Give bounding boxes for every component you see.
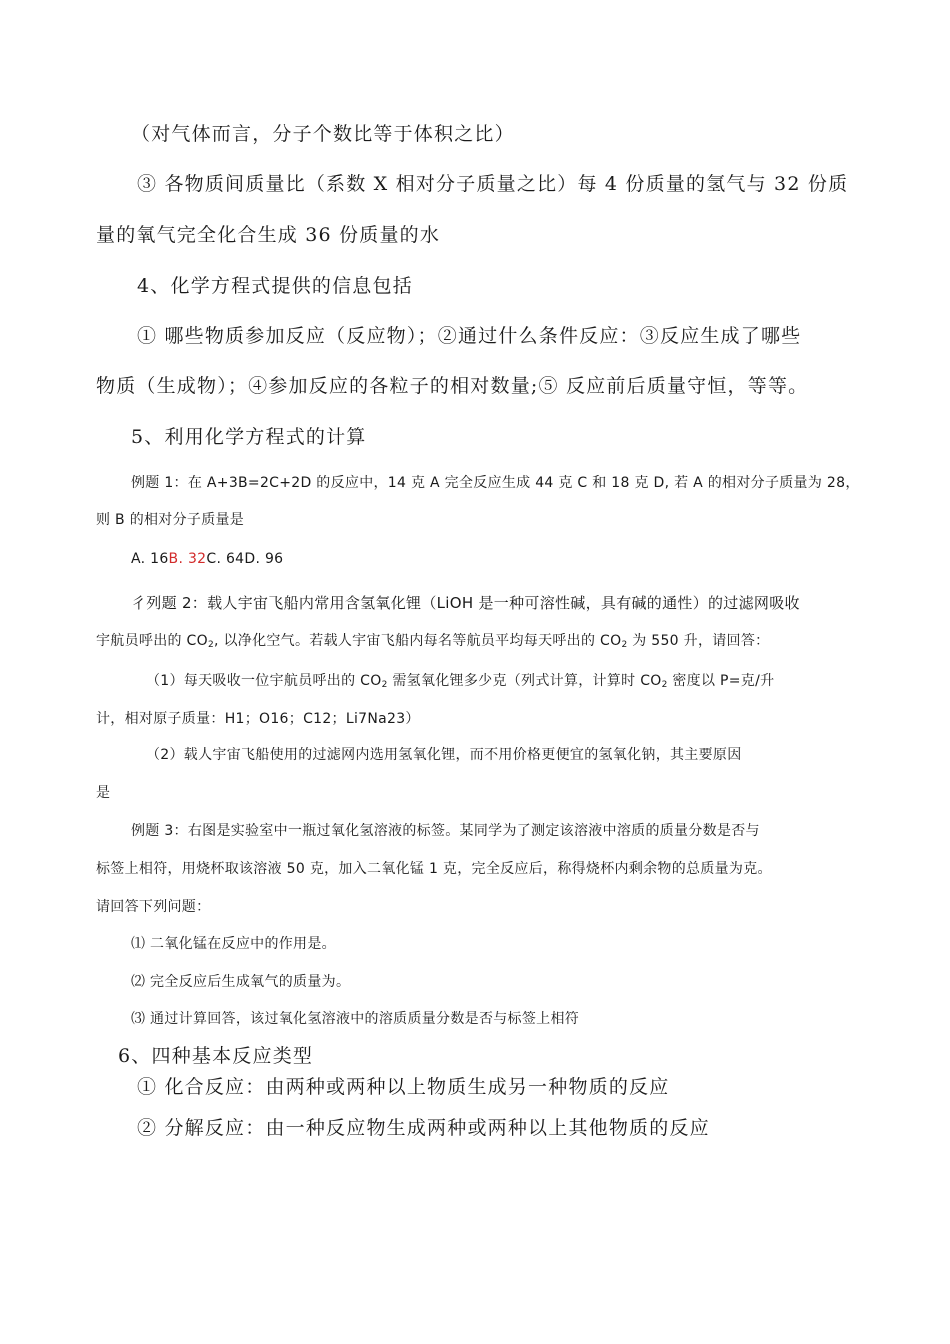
option-b-highlighted: B. 32	[168, 551, 207, 567]
section-heading: 4、化学方程式提供的信息包括	[137, 275, 413, 297]
question-text: （2）载人宇宙飞船使用的过滤网内选用氢氧化锂，而不用价格更便宜的氢氧化钠，其主要原因	[146, 747, 742, 763]
example-text	[96, 634, 769, 650]
subscript: 2	[381, 680, 388, 690]
text-fragment: 密度以 P=克/升	[667, 673, 775, 689]
question-text: ⑵ 完全反应后生成氧气的质量为。	[131, 974, 351, 990]
text-fragment: 为 550 升，请回答：	[627, 633, 770, 649]
text-fragment: 宇航员呼出的 CO	[96, 633, 208, 649]
question-text: 是	[96, 785, 111, 801]
text-line: 物质（生成物）；④参加反应的各粒子的相对数量;⑤ 反应前后质量守恒，等等。	[96, 375, 809, 397]
example-text: 则 B 的相对分子质量是	[96, 512, 245, 528]
question-text	[146, 674, 774, 690]
subscript: 2	[661, 680, 668, 690]
example-text: 例题 3：右图是实验室中一瓶过氧化氢溶液的标签。某同学为了测定该溶液中溶质的质量分数是否与	[131, 823, 760, 839]
text-line: ① 化合反应：由两种或两种以上物质生成另一种物质的反应	[137, 1076, 670, 1098]
subscript: 2	[207, 640, 214, 650]
section-heading: 5、利用化学方程式的计算	[131, 426, 367, 448]
option-a: A. 16	[131, 551, 169, 567]
example-text: 标签上相符，用烧杯取该溶液 50 克，加入二氧化锰 1 克，完全反应后，称得烧杯内剩余物的总质量为克。	[96, 861, 772, 877]
subscript: 2	[621, 640, 628, 650]
example-text: 彳列题 2：载人宇宙飞船内常用含氢氧化锂（LiOH 是一种可溶性碱，具有碱的通性）的过滤网吸收	[131, 594, 800, 612]
text-line: （对气体而言，分子个数比等于体积之比）	[131, 123, 515, 145]
example-text: 请回答下列问题：	[96, 899, 211, 915]
text-fragment: 需氢氧化锂多少克（列式计算，计算时 CO	[387, 673, 662, 689]
text-fragment: , 以净化空气。若载人宇宙飞船内每名等航员平均每天呼出的 CO	[213, 633, 622, 649]
text-fragment: （1）每天吸收一位宇航员呼出的 CO	[146, 673, 382, 689]
option-cd: C. 64D. 96	[206, 551, 284, 567]
answer-options	[131, 552, 283, 566]
question-text: ⑶ 通过计算回答，该过氧化氢溶液中的溶质质量分数是否与标签上相符	[131, 1011, 580, 1027]
section-heading: 6、四种基本反应类型	[118, 1045, 314, 1067]
example-text: 例题 1：在 A+3B=2C+2D 的反应中，14 克 A 完全反应生成 44 克 C 和 18 克 D, 若 A 的相对分子质量为 28，	[131, 475, 860, 491]
text-line: ① 哪些物质参加反应（反应物）；②通过什么条件反应：③反应生成了哪些	[137, 325, 802, 347]
text-line: ③ 各物质间质量比（系数 X 相对分子质量之比）每 4 份质量的氢气与 32 份质	[137, 173, 849, 195]
question-text: ⑴ 二氧化锰在反应中的作用是。	[131, 936, 336, 952]
question-text: 计，相对原子质量：H1；O16；C12；Li7Na23）	[96, 711, 420, 727]
text-line: ② 分解反应：由一种反应物生成两种或两种以上其他物质的反应	[137, 1117, 710, 1139]
text-line: 量的氧气完全化合生成 36 份质量的水	[96, 224, 441, 246]
